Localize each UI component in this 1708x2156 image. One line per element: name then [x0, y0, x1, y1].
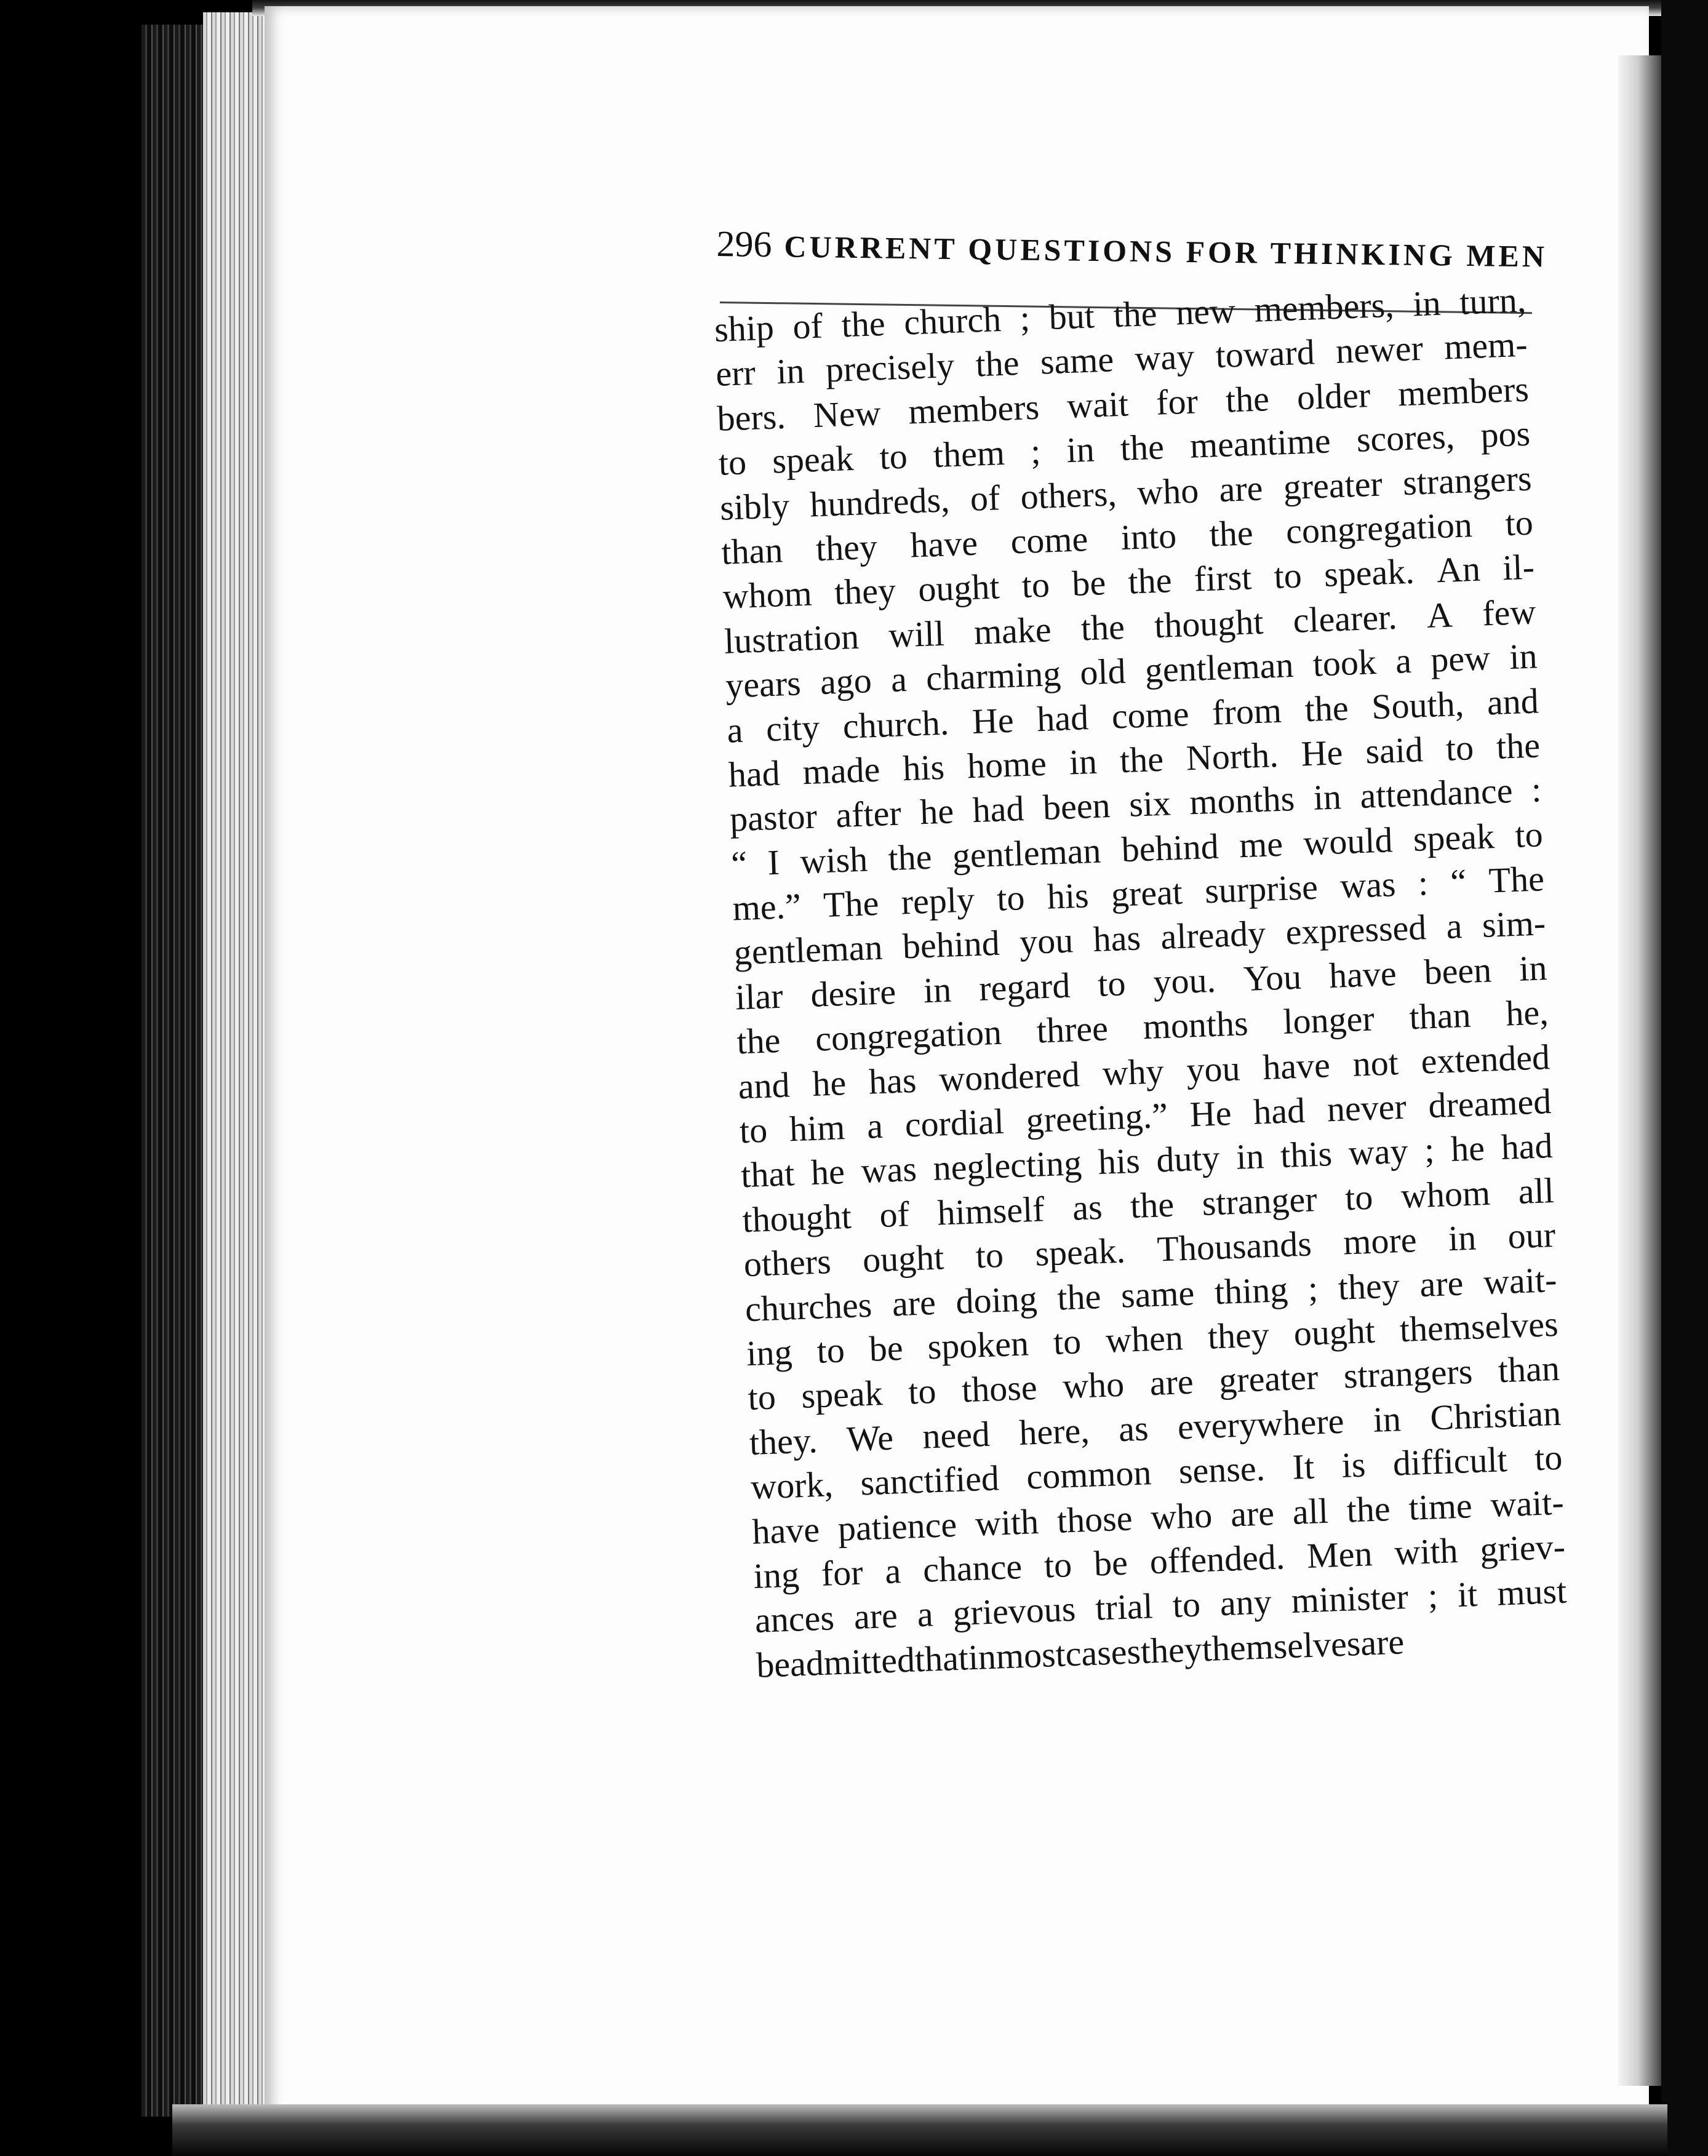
body-text [714, 278, 1569, 1688]
text-line: the congregation three months longer than he, [736, 992, 1549, 1062]
text-line: bers. New members wait for the older members [716, 369, 1530, 439]
text-line: to him a cordial greeting.” He had never dreamed [739, 1081, 1552, 1151]
right-dark-margin [1661, 0, 1708, 2156]
text-line: to speak to them ; in the meantime scores, pos [717, 413, 1531, 484]
text-line: to speak to those who are greater strangers than [747, 1348, 1560, 1418]
text-line: they. We need here, as everywhere in Christian [748, 1392, 1562, 1463]
text-line: pastor after he had been six months in attendance : [729, 769, 1542, 839]
text-line: work, sanctified common sense. It is difficult to [750, 1437, 1563, 1507]
text-line: ances are a grievous trial to any minister ; it must [754, 1570, 1568, 1641]
text-line: others ought to speak. Thousands more in our [743, 1215, 1557, 1285]
text-line: and he has wondered why you have not extended [737, 1036, 1550, 1107]
text-line: be admitted that in most cases they themselves are [756, 1621, 1405, 1685]
text-line: gentleman behind you has already expressed a sim- [733, 903, 1547, 973]
text-line: err in precisely the same way toward newer mem- [715, 324, 1528, 394]
text-line: ing to be spoken to when they ought themselves [746, 1303, 1559, 1374]
text-line: ilar desire in regard to you. You have been in [735, 947, 1548, 1018]
text-line: ing for a chance to be offended. Men with griev- [752, 1526, 1566, 1596]
right-page-fold [1618, 55, 1667, 2086]
text-line: a city church. He had come from the South, and [726, 680, 1539, 751]
bottom-shadow-edge [172, 2104, 1667, 2156]
text-line: had made his home in the North. He said to the [727, 725, 1541, 795]
text-line: ship of the church ; but the new members, in turn, [714, 279, 1527, 349]
text-line: that he was neglecting his duty in this way ; he had [740, 1125, 1554, 1196]
text-line: lustration will make the thought clearer. A few [724, 591, 1537, 661]
text-line: whom they ought to be the first to speak. An il- [722, 546, 1535, 617]
text-line: have patience with those who are all the time wait- [751, 1482, 1565, 1552]
running-head-title: CURRENT QUESTIONS FOR THINKING MEN [784, 229, 1548, 274]
page-number: 296 [716, 223, 772, 265]
text-line: me.” The reply to his great surprise was : “ The [732, 858, 1545, 928]
text-line: years ago a charming old gentleman took a pew in [725, 636, 1538, 706]
text-line: sibly hundreds, of others, who are greater strangers [719, 458, 1533, 528]
text-line: than they have come into the congregation to [720, 502, 1534, 572]
text-line: thought of himself as the stranger to whom all [741, 1170, 1555, 1240]
text-line: “ I wish the gentleman behind me would speak to [730, 813, 1544, 884]
text-line: churches are doing the same thing ; they are wait- [744, 1259, 1558, 1329]
